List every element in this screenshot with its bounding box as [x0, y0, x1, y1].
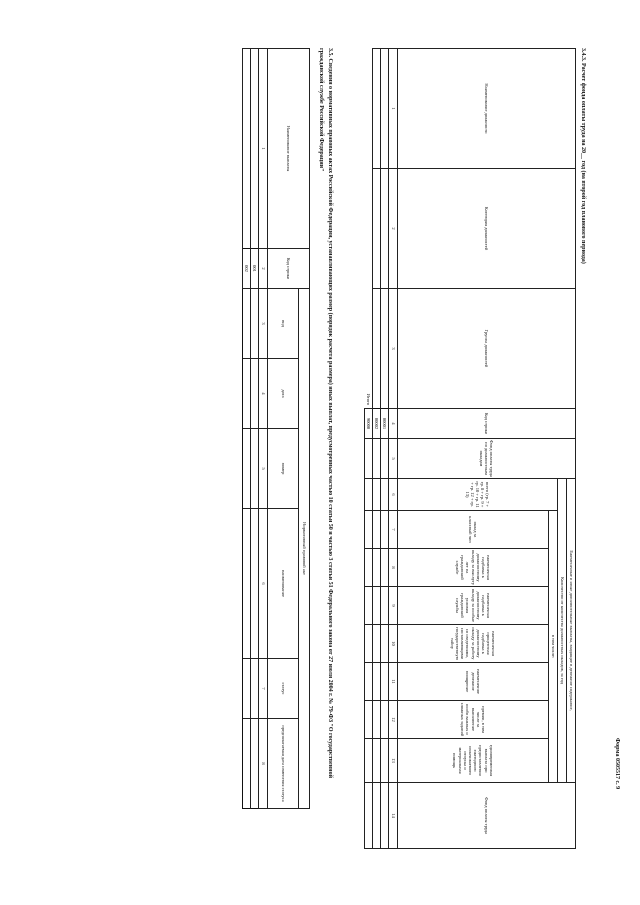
cell-value[interactable]	[373, 587, 381, 625]
column-number: 9	[389, 587, 398, 625]
header-name: наименование	[268, 509, 299, 659]
column-number: 6	[259, 509, 268, 659]
cell-total[interactable]	[365, 739, 373, 783]
cell-legal-line-code: 001	[251, 249, 259, 289]
total-line-code: 90000	[365, 409, 373, 439]
table-row	[373, 49, 381, 849]
column-number: 10	[389, 625, 398, 663]
cell-value[interactable]	[381, 783, 389, 849]
table-row	[243, 49, 251, 809]
cell-value[interactable]	[373, 479, 381, 511]
cell-value[interactable]	[243, 719, 251, 809]
header-col13: единовременная выплата при предоставлении ежегодного оплачиваемого отпуска и материальная помощь	[398, 739, 549, 783]
salary-fund-table	[364, 48, 576, 849]
form-number-label: Форма 0505517 с. 9	[614, 738, 620, 790]
cell-value[interactable]	[373, 783, 381, 849]
cell-line-code: 00002	[373, 409, 381, 439]
cell-total[interactable]	[365, 783, 373, 849]
cell-value[interactable]	[373, 439, 381, 479]
column-number: 14	[389, 783, 398, 849]
cell-value[interactable]	[251, 429, 259, 509]
cell-value[interactable]	[373, 739, 381, 783]
column-number: 1	[259, 49, 268, 249]
cell-value[interactable]	[243, 509, 251, 659]
cell-value[interactable]	[381, 625, 389, 663]
header-status: статус	[268, 659, 299, 719]
legal-acts-table	[242, 48, 310, 809]
header-position-category: Категория должностей	[398, 169, 576, 289]
cell-position-name[interactable]	[373, 49, 381, 169]
cell-total[interactable]	[365, 549, 373, 587]
column-number: 4	[259, 359, 268, 429]
header-total: всего (гр. 7 + гр. 8 + гр. 9 + гр. 10 + гр. 11 + гр. 12 + гр. 13)	[398, 479, 558, 511]
header-col7: оклад за классный чин	[398, 511, 549, 549]
cell-total[interactable]	[365, 479, 373, 511]
cell-total[interactable]	[365, 625, 373, 663]
cell-payment-name[interactable]	[251, 49, 259, 249]
cell-value[interactable]	[251, 289, 259, 359]
cell-total[interactable]	[365, 701, 373, 739]
header-position-name: Наименование должности	[398, 49, 576, 169]
cell-position-group[interactable]	[381, 289, 389, 409]
header-line-code: Код строки	[398, 409, 576, 439]
cell-value[interactable]	[381, 479, 389, 511]
section-title: 3.4.3. Расчет фонда оплаты труда на 20__ год (на второй год планового периода)	[580, 48, 586, 264]
header-payment-name: Наименование выплаты	[268, 49, 310, 249]
header-col12: премии, в том числе за выполнение особо важных и сложных заданий	[398, 701, 549, 739]
cell-value[interactable]	[243, 359, 251, 429]
column-number: 2	[389, 169, 398, 289]
header-number: номер	[268, 429, 299, 509]
header-col8: ежемесячная надбавка к должностному окладу за выслугу лет на гражданской службе	[398, 549, 549, 587]
column-number: 3	[389, 289, 398, 409]
cell-position-group[interactable]	[373, 289, 381, 409]
cell-value[interactable]	[251, 659, 259, 719]
cell-value[interactable]	[373, 511, 381, 549]
rotated-form-content	[62, 38, 622, 833]
cell-value[interactable]	[373, 625, 381, 663]
column-number: 7	[389, 511, 398, 549]
column-number: 11	[389, 663, 398, 701]
cell-total[interactable]	[365, 587, 373, 625]
cell-total[interactable]	[365, 663, 373, 701]
cell-value[interactable]	[381, 587, 389, 625]
cell-payment-name[interactable]	[243, 49, 251, 249]
column-number: 13	[389, 739, 398, 783]
header-legal-line-code: Код строки	[268, 249, 310, 289]
column-number: 5	[259, 429, 268, 509]
cell-value[interactable]	[243, 659, 251, 719]
header-col10: ежемесячная процентная надбавка к должностному окладу за работу со сведениями, составляющими государственную тайну	[398, 625, 549, 663]
header-date: дата	[268, 359, 299, 429]
cell-value[interactable]	[381, 739, 389, 783]
header-col11: ежемесячное денежное поощрение	[398, 663, 549, 701]
column-number-row	[389, 49, 398, 849]
total-label: Итого	[365, 393, 371, 405]
header-months-of-salary: Количество от количества должностных окладов, за год	[558, 479, 567, 783]
cell-position-category[interactable]	[373, 169, 381, 289]
header-position-group: Группа должностей	[398, 289, 576, 409]
header-status-date: предполагаемая дата изменения статуса	[268, 719, 299, 809]
cell-value[interactable]	[373, 701, 381, 739]
column-number: 2	[259, 249, 268, 289]
header-kind: вид	[268, 289, 299, 359]
cell-value[interactable]	[243, 289, 251, 359]
header-salary-fund-official: Фонд оплаты труда по должностным окладам	[398, 439, 576, 479]
cell-legal-line-code: 002	[243, 249, 251, 289]
cell-total[interactable]	[365, 511, 373, 549]
cell-value[interactable]	[251, 719, 259, 809]
cell-total[interactable]	[365, 439, 373, 479]
column-number: 8	[389, 549, 398, 587]
column-number: 6	[389, 479, 398, 511]
column-number: 1	[389, 49, 398, 169]
cell-value[interactable]	[381, 549, 389, 587]
cell-value[interactable]	[373, 663, 381, 701]
legal-column-number-row	[259, 49, 268, 809]
header-salary-fund: Фонд оплаты труда	[398, 783, 576, 849]
column-number: 8	[259, 719, 268, 809]
header-col9: ежемесячная надбавка к должностному окладу за особые условия гражданской службы	[398, 587, 549, 625]
column-number: 4	[389, 409, 398, 439]
column-number: 7	[259, 659, 268, 719]
column-number: 5	[389, 439, 398, 479]
legal-section-title: 3.5. Сведения о нормативных правовых актах Российской Федерации, устанавливающих размер (порядок расчета размера) иных выплат, предусмотренных частью 10 статьи 50 и частью 3 статьи 51 Федерального закона от 27 июля 2004 г. № 79-ФЗ "О государственной гражданской службе Российской Федерации"	[318, 48, 333, 779]
cell-value[interactable]	[381, 701, 389, 739]
column-number: 3	[259, 289, 268, 359]
cell-value[interactable]	[251, 359, 259, 429]
header-normative-act: Нормативный правовой акт	[299, 289, 310, 809]
header-monthly-payments: Ежемесячные и иные дополнительные выплаты, входящие в денежное содержание,	[567, 479, 576, 783]
column-number: 12	[389, 701, 398, 739]
cell-value[interactable]	[243, 429, 251, 509]
cell-value[interactable]	[381, 439, 389, 479]
cell-value[interactable]	[251, 509, 259, 659]
cell-value[interactable]	[381, 663, 389, 701]
cell-line-code: 00001	[381, 409, 389, 439]
table-row	[381, 49, 389, 849]
cell-position-category[interactable]	[381, 169, 389, 289]
header-including: в том числе:	[549, 511, 558, 783]
total-row	[365, 49, 373, 849]
cell-position-name[interactable]	[381, 49, 389, 169]
cell-value[interactable]	[373, 549, 381, 587]
cell-value[interactable]	[381, 511, 389, 549]
table-row	[251, 49, 259, 809]
